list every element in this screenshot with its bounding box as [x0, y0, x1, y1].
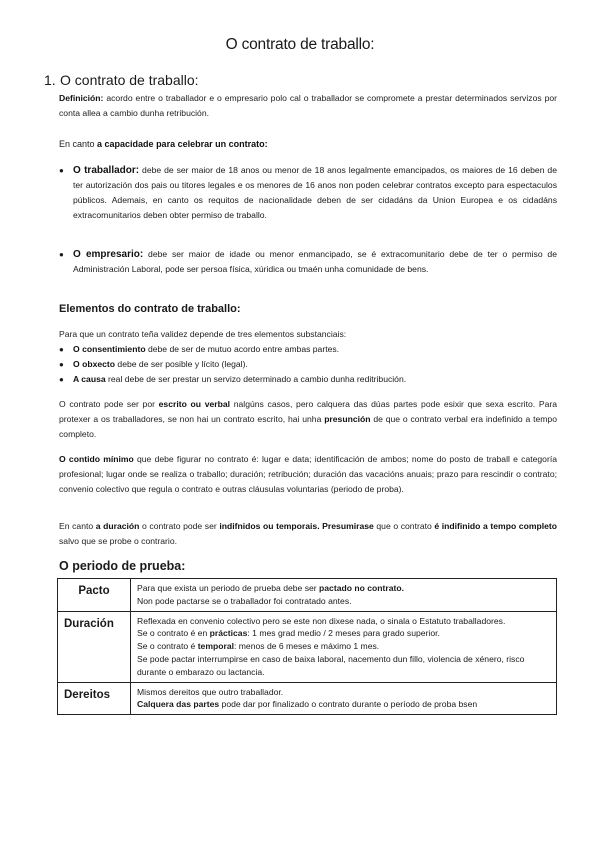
form-paragraph — [59, 397, 557, 442]
form-text: nalgúns casos, pero calquera das dúas partes pode esixir que sexa escrito. Para protexer a os traballadores, se non hai un contrato escrito, hai unha — [59, 399, 557, 424]
capacity-intro — [59, 137, 557, 152]
duration-text: o contrato pode ser — [139, 521, 220, 531]
section-heading — [44, 72, 199, 88]
element-item — [59, 342, 557, 357]
form-bold: presunción — [324, 414, 371, 424]
element-text: debe de ser de mutuo acordo entre ambas partes. — [145, 344, 340, 354]
elements-intro: Para que un contrato teña validez depende de tres elementos substanciais: — [59, 329, 347, 339]
cell-bold: pactado no contrato. — [319, 583, 405, 593]
definition-label: Definición: — [59, 93, 104, 103]
cell-text: Reflexada en convenio colectivo pero se este non dixese nada, o sinala o Estatuto traballadores. — [137, 615, 506, 626]
trial-period-table — [57, 578, 557, 715]
cell-text: : menos de 6 meses e máximo 1 mes. — [233, 641, 380, 652]
element-label: O consentimiento — [73, 344, 146, 354]
bullet-icon: ● — [59, 250, 64, 259]
table-value-cell — [131, 579, 557, 612]
cell-bold: Calquera das partes — [137, 699, 220, 710]
definition-text: acordo entre o traballador e o empresario polo cal o traballador se compromete a prestar determinados servizos por conta allea a cambio dunha retribución. — [59, 93, 557, 118]
worker-text: debe de ser maior de 18 anos ou menor de 18 anos legalmente emancipados, os maiores de 16 deben de ter autorización dos pais ou titores legales e os menores de 16 anos non poden celebrar contratos excepto para espectaculos públicos. Ademais, en canto os requitos de nacionalidade deben de ser cidadáns da Union Europea e os cidadáns extracomunitarios deben obter permiso de traballo. — [73, 165, 557, 220]
duration-text: En canto — [59, 521, 96, 531]
cell-text: Mismos dereitos que outro traballador. — [137, 686, 284, 697]
element-item — [59, 357, 557, 372]
duration-text: salvo que se probe o contrario. — [59, 536, 177, 546]
element-label: A causa — [73, 374, 106, 384]
form-text: de que o contrato verbal era indefinido a tempo completo. — [59, 414, 557, 439]
content-text: que debe figurar no contrato é: lugar e data; identificación de ambos; nome do posto de traball e categoría profesional; lugar onde se realiza o traballo; duración; retribución; duración das vacacións anuais; prazo para rescindir o contrato; convenio colectivo que regula o contrato e outras cláusulas voluntarias (periodo de proba). — [59, 454, 557, 494]
content-bold: O contido mínimo — [59, 454, 134, 464]
capacity-intro-text: En canto — [59, 139, 98, 149]
capacity-item-employer — [59, 247, 557, 277]
employer-text: debe ser maior de idade ou menor enmancipado, se é extracomunitario debe de ter o permiso de Administración Laboral, pode ser persoa física, xúridica ou tmaén unha comunidade de bens. — [73, 249, 557, 274]
cell-text: Se o contrato é — [137, 641, 198, 652]
cell-text: Se pode pactar interrumpirse en caso de baixa laboral, nacemento dun fillo, violencia de xénero, risco durante o embarazo ou lactancia. — [137, 653, 525, 677]
form-bold: escrito ou verbal — [158, 399, 231, 409]
duration-bold: indifnidos ou temporais. Presumirase — [219, 521, 374, 531]
table-key-cell: Pacto — [58, 579, 131, 612]
table-value-cell — [131, 611, 557, 682]
cell-text: pode dar por finalizado o contrato durante o período de proba bsen — [219, 699, 478, 710]
content-paragraph — [59, 452, 557, 497]
duration-bold: é indifinido a tempo completo — [434, 521, 557, 531]
duration-bold: a duración — [95, 521, 140, 531]
table-row — [58, 579, 557, 612]
section-heading-text: O contrato de traballo: — [60, 72, 199, 88]
cell-text: : 1 mes grad medio / 2 meses para grado superior. — [247, 628, 440, 639]
form-text: O contrato pode ser por — [59, 399, 159, 409]
duration-text: que o contrato — [373, 521, 435, 531]
bullet-icon: ● — [59, 166, 64, 175]
employer-label: O empresario: — [73, 249, 144, 260]
worker-label: O traballador: — [73, 165, 140, 176]
table-key-cell: Dereitos — [58, 682, 131, 715]
table-key-cell: Duración — [58, 611, 131, 682]
elements-heading: Elementos do contrato de traballo: — [59, 303, 241, 315]
table-value-cell — [131, 682, 557, 715]
definition-paragraph — [59, 91, 557, 121]
table-row — [58, 682, 557, 715]
cell-text: Non pode pactarse se o traballador foi contratado antes. — [137, 595, 352, 606]
cell-text: Se o contrato é en — [137, 628, 210, 639]
section-number: 1. — [44, 72, 56, 88]
cell-bold: prácticas — [209, 628, 248, 639]
bullet-icon: ● — [59, 375, 64, 384]
trial-heading: O periodo de prueba: — [59, 559, 186, 573]
bullet-icon: ● — [59, 360, 64, 369]
element-item — [59, 372, 557, 387]
element-text: real debe de ser prestar un servizo determinado a cambio dunha reditribución. — [105, 374, 407, 384]
capacity-intro-bold: a capacidade para celebrar un contrato: — [97, 139, 268, 149]
element-text: debe de ser posible y lícito (legal). — [115, 359, 248, 369]
duration-paragraph — [59, 519, 557, 549]
table-row — [58, 611, 557, 682]
cell-bold: temporal — [197, 641, 234, 652]
cell-text: Para que exista un periodo de prueba debe ser — [137, 583, 320, 593]
bullet-icon: ● — [59, 345, 64, 354]
page-title: O contrato de traballo: — [225, 36, 375, 53]
element-label: O obxecto — [73, 359, 116, 369]
capacity-item-worker — [59, 163, 557, 223]
